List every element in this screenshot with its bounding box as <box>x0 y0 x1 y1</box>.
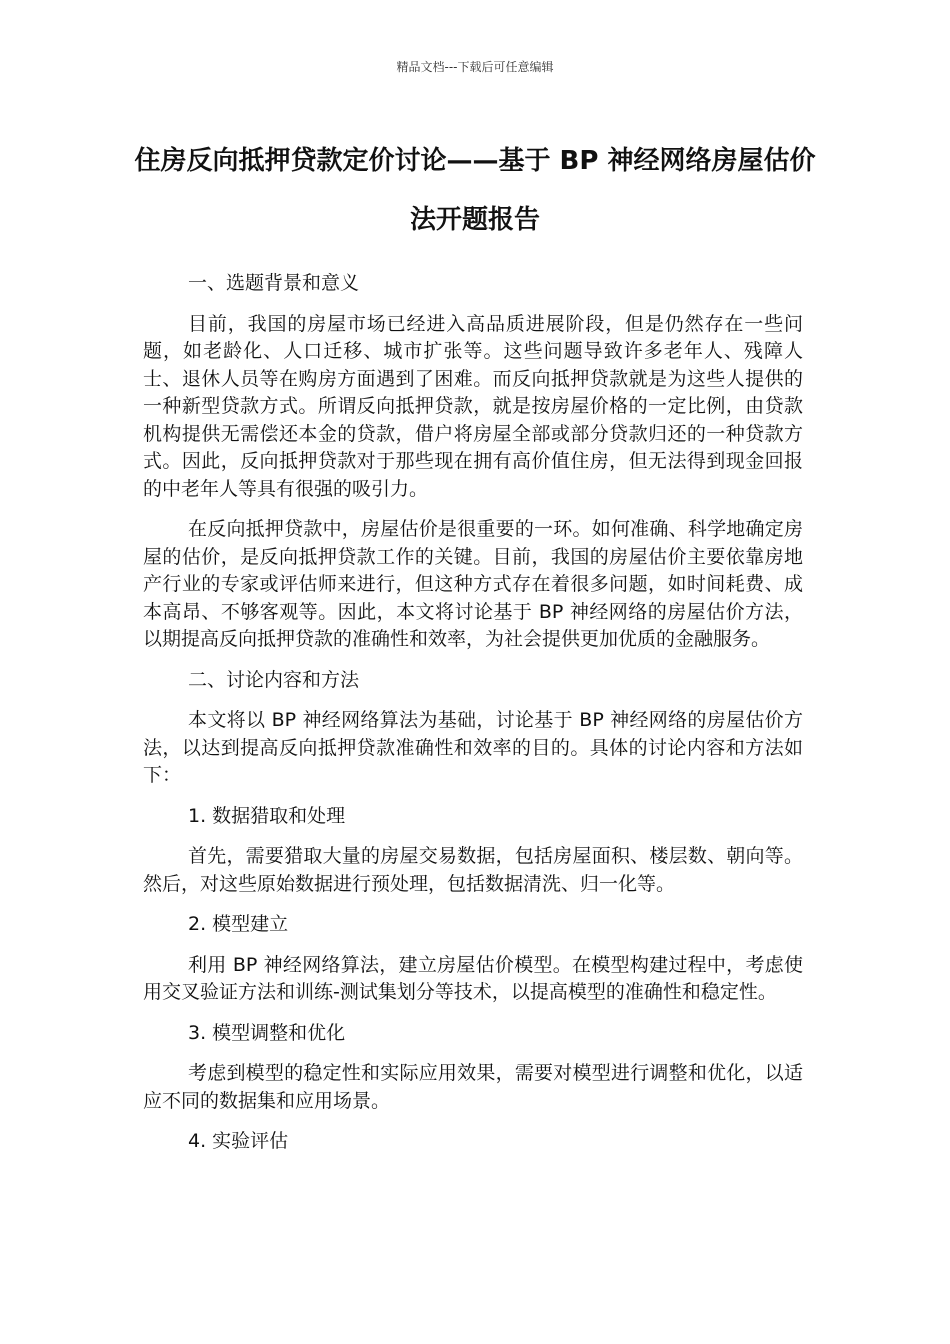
item-heading-model: 2. 模型建立 <box>188 913 289 935</box>
document-title: 住房反向抵押贷款定价讨论——基于 BP 神经网络房屋估价法开题报告 <box>134 146 816 235</box>
paragraph-background-2: 在反向抵押贷款中，房屋估价是很重要的一环。如何准确、科学地确定房屋的估价，是反向抵押贷款工作的关键。目前，我国的房屋估价主要依靠房地产行业的专家或评估师来进行，但这种方式存在着很多问题，如时间耗费、成本高昂、不够客观等。因此，本文将讨论基于 BP 神经网络的房屋估价方法，以期提高反向抵押贷款的准确性和效率，为社会提供更加优质的金融服务。 <box>143 518 803 650</box>
paragraph-background-1: 目前，我国的房屋市场已经进入高品质进展阶段，但是仍然存在一些问题，如老龄化、人口迁移、城市扩张等。这些问题导致许多老年人、残障人士、退休人员等在购房方面遇到了困难。而反向抵押贷款就是为这些人提供的一种新型贷款方式。所谓反向抵押贷款，就是按房屋价格的一定比例，由贷款机构提供无需偿还本金的贷款，借户将房屋全部或部分贷款归还的一种贷款方式。因此，反向抵押贷款对于那些现在拥有高价值住房，但无法得到现金回报的中老年人等具有很强的吸引力。 <box>143 312 803 500</box>
item-text-model: 利用 BP 神经网络算法，建立房屋估价模型。在模型构建过程中，考虑使用交叉验证方法和训练-测试集划分等技术，以提高模型的准确性和稳定性。 <box>143 953 803 1003</box>
paragraph-content-method: 本文将以 BP 神经网络算法为基础，讨论基于 BP 神经网络的房屋估价方法，以达到提高反向抵押贷款准确性和效率的目的。具体的讨论内容和方法如下： <box>143 709 803 786</box>
item-heading-data: 1. 数据猎取和处理 <box>188 804 346 827</box>
section-heading-background: 一、选题背景和意义 <box>188 272 360 294</box>
section-heading-content-method: 二、讨论内容和方法 <box>188 668 360 691</box>
document-body <box>143 270 803 1169</box>
item-heading-evaluation: 4. 实验评估 <box>188 1130 289 1152</box>
item-heading-optimize: 3. 模型调整和优化 <box>188 1021 346 1044</box>
item-text-optimize: 考虑到模型的稳定性和实际应用效果，需要对模型进行调整和优化，以适应不同的数据集和应用场景。 <box>143 1062 803 1112</box>
header-note: 精品文档---下载后可任意编辑 <box>396 60 554 74</box>
item-text-data: 首先，需要猎取大量的房屋交易数据，包括房屋面积、楼层数、朝向等。然后，对这些原始数据进行预处理，包括数据清洗、归一化等。 <box>143 845 803 895</box>
